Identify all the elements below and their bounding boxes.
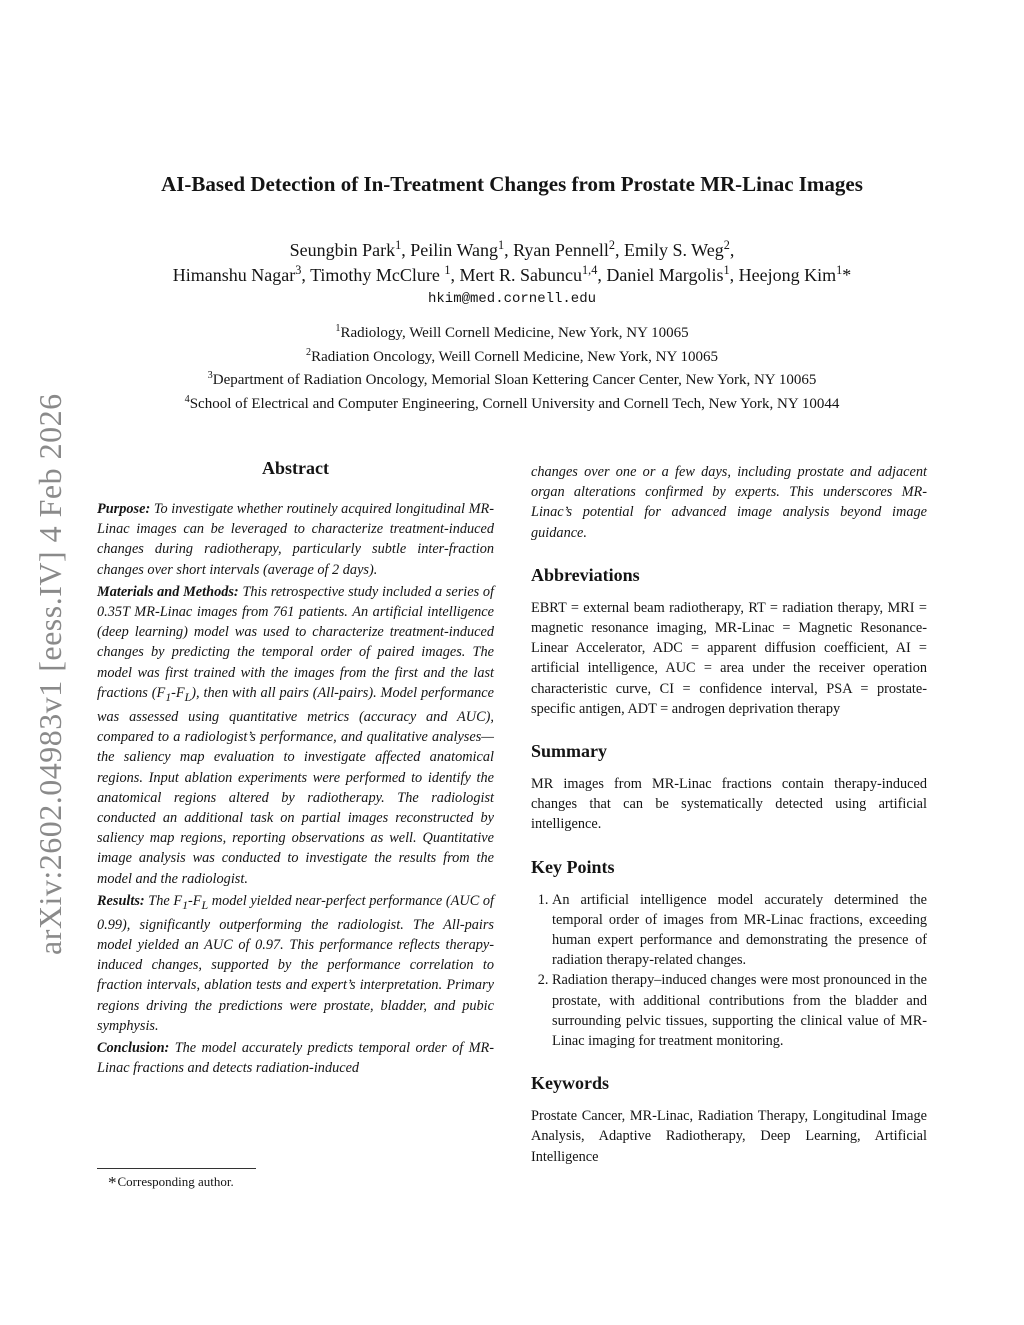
author-affil-mark: 2 — [723, 238, 730, 252]
conclusion-label: Conclusion: — [97, 1040, 170, 1056]
author-affil-mark: 1 — [836, 263, 843, 277]
affiliation-number: 3 — [207, 370, 213, 381]
summary-heading: Summary — [531, 741, 607, 762]
results-text: -F — [188, 892, 202, 909]
arxiv-identifier: arXiv:2602.04983v1 [eess.IV] 4 Feb 2026 — [32, 393, 68, 955]
methods-text: This retrospective study included a series of 0.35T MR-Linac images from 761 patients. An artificial intelligence (deep learning) model was used to characterize treatment-induced changes by predicting the temporal order of paired images. The model was first trained with the images from the first and the last fractions (F — [97, 583, 495, 701]
author-line-2: Himanshu Nagar$^3$, Timothy McClure $^1$, Mert R. Sabuncu$^{1,4}$, Daniel Margolis$^1$, Heejong Kim$^1$* — [172, 263, 852, 285]
affiliation-list — [60, 322, 964, 416]
results-sub: L — [201, 897, 209, 912]
author-affil-mark: 1 — [723, 263, 730, 277]
affiliation-number: 2 — [305, 346, 312, 358]
author-list — [60, 238, 964, 288]
author-name: Peilin Wang — [410, 240, 498, 260]
abbreviations-text: EBRT = external beam radiotherapy, RT = radiation therapy, MRI = magnetic resonance imaging, MR-Linac = Magnetic Resonance-Linear Accelerator, ADC = apparent diffusion coefficient, AI = artificial intelligence, AUC = area under the receiver operation characteristic curve, CI = confidence interval, PSA = prostate-specific antigen, ADT = androgen deprivation therapy — [531, 599, 927, 717]
conclusion-text: The model accurately predicts temporal order of MR-Linac fractions and detects radiation-induced — [97, 1040, 494, 1077]
affiliation — [60, 346, 964, 370]
author-name: Emily S. Weg — [624, 240, 724, 260]
affiliation-number: 4 — [184, 393, 190, 405]
footnote-mark: * — [108, 1173, 117, 1192]
keywords-text: Prostate Cancer, MR-Linac, Radiation Therapy, Longitudinal Image Analysis, Adaptive Radiotherapy, Deep Learning, Artificial Intelligence — [531, 1108, 927, 1165]
key-points-heading: Key Points — [531, 856, 615, 877]
abstract-methods — [97, 582, 494, 889]
affiliation-text: Radiology, Weill Cornell Medicine, New York, NY 10065 — [340, 325, 689, 341]
abstract-conclusion — [97, 1038, 494, 1078]
author-affil-mark: 1 — [395, 238, 402, 252]
key-point-item: 2. Radiation therapy–induced changes were most pronounced in the prostate, with additional contributions from the bladder and surrounding pelvic tissues, supporting the clinical value of MR-Linac imaging for treatment monitoring. — [552, 970, 927, 1051]
methods-sub: 1 — [165, 689, 172, 704]
contact-email[interactable]: hkim@med.cornell.edu — [427, 291, 597, 307]
key-points-list — [531, 890, 927, 1052]
author-name: Mert R. Sabuncu — [459, 265, 583, 285]
author-name: Himanshu Nagar — [172, 265, 296, 285]
affiliation-text: Radiation Oncology, Weill Cornell Medicine, New York, NY 10065 — [311, 348, 719, 365]
affiliation — [60, 322, 964, 346]
methods-text: -F — [171, 684, 185, 701]
paper-title: AI-Based Detection of In-Treatment Changes from Prostate MR-Linac Images — [161, 172, 863, 196]
results-text: The F — [148, 892, 183, 909]
author-affil-mark: 2 — [608, 238, 615, 252]
purpose-text: To investigate whether routinely acquired longitudinal MR-Linac images can be leveraged to characterize treatment-induced changes during radiotherapy, particularly subtle inter-fraction changes over short intervals (average of 2 days). — [97, 501, 494, 578]
abbreviations-heading: Abbreviations — [531, 564, 640, 585]
abstract-purpose — [97, 499, 494, 580]
author-name: Ryan Pennell — [513, 240, 609, 260]
affiliation-text: Department of Radiation Oncology, Memorial Sloan Kettering Cancer Center, New York, NY 10065 — [212, 372, 817, 388]
results-text: model yielded near-perfect performance (AUC of 0.99), significantly outperforming the radiologist. The All-pairs model yielded an AUC of 0.97. This performance reflects therapy-induced changes, supported by the performance correlation to fraction intervals, ablation tests and expert’s interpretation. Primary regions driving the predictions were prostate, bladder, and pubic symphysis. — [97, 892, 494, 1034]
affiliation — [60, 369, 964, 393]
keywords-heading: Keywords — [531, 1073, 609, 1094]
author-name: Daniel Margolis — [606, 265, 724, 285]
methods-label: Materials and Methods: — [97, 583, 239, 600]
author-affil-mark: 1 — [444, 263, 451, 277]
right-column — [531, 462, 927, 1189]
results-label: Results: — [97, 892, 145, 909]
author-name: Timothy McClure — [310, 265, 445, 285]
author-line-1: Seungbin Park$^1$, Peilin Wang$^1$, Ryan Pennell$^2$, Emily S. Weg$^2$, — [289, 238, 735, 260]
footnote-text: Corresponding author. — [117, 1174, 234, 1189]
methods-sub: L — [184, 689, 192, 704]
abstract-results — [97, 891, 494, 1036]
summary-text: MR images from MR-Linac fractions contain therapy-induced changes that can be systematically detected using artificial intelligence. — [531, 776, 927, 833]
key-point-item: 1. An artificial intelligence model accurately determined the temporal order of images from MR-Linac fractions, exceeding human expert performance and demonstrating the presence of radiation therapy-related changes. — [552, 890, 927, 971]
methods-text: ), then with all pairs (All-pairs). Model performance was assessed using quantitative metrics (accuracy and AUC), compared to a radiologist’s performance, and qualitative analyses—the saliency map evaluation to investigate affected anatomical regions. Input ablation experiments were performed to identify the anatomical regions altered by radiotherapy. The radiologist conducted an additional task on partial images reconstructed by saliency map regions, reporting observations as well. Quantitative image analysis was conducted to investigate the results from the model and the radiologist. — [97, 684, 494, 887]
author-affil-mark: 1,4 — [582, 263, 598, 277]
abstract-conclusion-continued: changes over one or a few days, including prostate and adjacent organ alterations confirmed by experts. This underscores MR-Linac’s potential for advanced image analysis beyond image guidance. — [531, 464, 927, 541]
author-affil-mark: 1 — [497, 238, 505, 252]
affiliation — [60, 393, 964, 417]
left-column — [97, 458, 494, 1080]
footnote-rule — [97, 1168, 256, 1169]
abstract-heading: Abstract — [262, 458, 329, 478]
author-affil-mark: 3 — [295, 263, 302, 277]
purpose-label: Purpose: — [97, 501, 151, 517]
affiliation-number: 1 — [335, 323, 341, 334]
corresponding-mark: * — [842, 265, 852, 285]
author-name: Seungbin Park — [289, 240, 396, 260]
affiliation-text: School of Electrical and Computer Engineering, Cornell University and Cornell Tech, New York, NY 10044 — [189, 395, 840, 412]
results-sub: 1 — [182, 897, 189, 912]
footnote — [108, 1173, 234, 1193]
author-name: Heejong Kim — [738, 265, 837, 285]
